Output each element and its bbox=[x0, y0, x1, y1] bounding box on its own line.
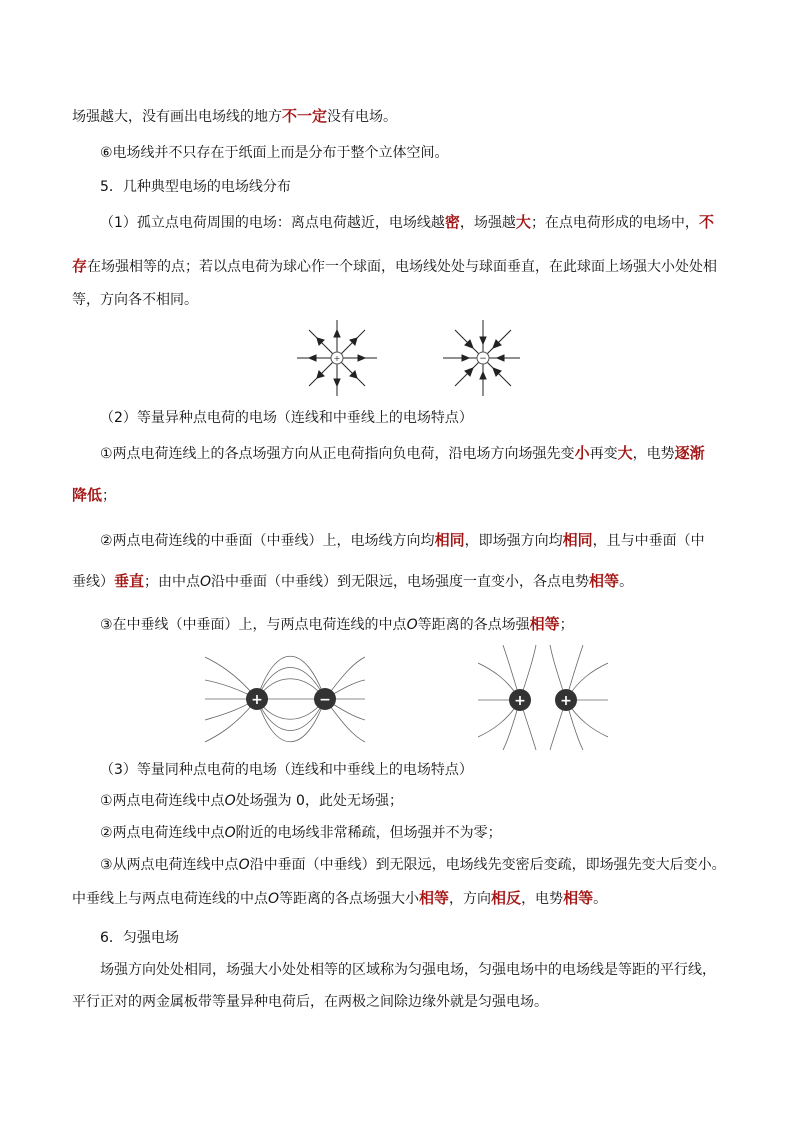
highlight-text: 密 bbox=[444, 213, 460, 231]
like-charges-field-figure bbox=[478, 645, 608, 750]
paragraph-line: 场强方向处处相同，场强大小处处相等的区域称为匀强电场，匀强电场中的电场线是等距的平行线， bbox=[100, 962, 716, 978]
text: ②两点电荷连线的中垂面（中垂线）上，电场线方向均 bbox=[100, 533, 435, 549]
text: 场强越大，没有画出电场线的地方 bbox=[72, 109, 282, 125]
highlight-text: 降低 bbox=[72, 486, 103, 504]
text: ，电势 bbox=[521, 891, 564, 907]
positive-sign: + bbox=[251, 692, 263, 708]
highlight-text: 小 bbox=[574, 444, 590, 462]
text: 在场强相等的点；若以点电荷为球心作一个球面，电场线处处与球面垂直，在此球面上场强大小处处相 bbox=[87, 259, 718, 275]
section-heading: 5．几种典型电场的电场线分布 bbox=[100, 179, 291, 195]
positive-sign: + bbox=[560, 693, 572, 709]
paragraph-line: 平行正对的两金属板带等量异种电荷后，在两极之间除边缘外就是匀强电场。 bbox=[72, 994, 548, 1010]
text: 垂线） bbox=[72, 574, 114, 590]
highlight-text: 相等 bbox=[589, 572, 620, 590]
text: ；由中点 bbox=[144, 574, 201, 590]
text: 处场强为 0，此处无场强； bbox=[235, 793, 403, 809]
highlight-text: 相反 bbox=[491, 889, 522, 907]
negative-sign: − bbox=[319, 692, 331, 708]
point-label: O bbox=[268, 891, 280, 907]
text: 附近的电场线非常稀疏，但场强并不为零； bbox=[235, 825, 502, 841]
positive-sign: + bbox=[333, 354, 341, 363]
paragraph-line bbox=[100, 212, 714, 233]
text: ，方向 bbox=[449, 891, 492, 907]
paragraph-line bbox=[100, 614, 574, 635]
text: ； bbox=[102, 488, 117, 504]
text: ③从两点电荷连线中点 bbox=[100, 857, 239, 873]
text: ，即场强方向均 bbox=[464, 533, 563, 549]
text: ，电势 bbox=[632, 446, 675, 462]
text: 沿中垂面（中垂线）到无限远，电场强度一直变小，各点电势 bbox=[211, 574, 590, 590]
text: 等距离的各点场强 bbox=[417, 617, 530, 633]
section-heading: （2）等量异种点电荷的电场（连线和中垂线上的电场特点） bbox=[100, 410, 473, 426]
text: ①两点电荷连线中点 bbox=[100, 793, 225, 809]
point-label: O bbox=[200, 574, 212, 590]
text: ； bbox=[559, 617, 574, 633]
text: 再变 bbox=[589, 446, 618, 462]
paragraph-line bbox=[100, 791, 403, 811]
paragraph-line bbox=[72, 106, 397, 127]
text: 等距离的各点场强大小 bbox=[279, 891, 420, 907]
highlight-text: 不 bbox=[698, 213, 714, 231]
highlight-text: 垂直 bbox=[114, 572, 145, 590]
section-heading: 6．匀强电场 bbox=[100, 930, 179, 946]
text: 沿中垂面（中垂线）到无限远，电场线先变密后变疏，即场强先变大后变小。 bbox=[249, 857, 726, 873]
highlight-text: 不一定 bbox=[282, 107, 328, 125]
paragraph-line: ⑥电场线并不只存在于纸面上而是分布于整个立体空间。 bbox=[100, 145, 449, 161]
highlight-text: 相同 bbox=[562, 531, 593, 549]
paragraph-line bbox=[72, 485, 116, 506]
text: ，场强越 bbox=[459, 215, 516, 231]
point-label: O bbox=[224, 825, 236, 841]
text: （1）孤立点电荷周围的电场：离点电荷越近，电场线越 bbox=[100, 215, 445, 231]
text: ，且与中垂面（中 bbox=[592, 533, 705, 549]
paragraph-line: 等，方向各不相同。 bbox=[72, 292, 198, 308]
text: ③在中垂线（中垂面）上，与两点电荷连线的中点 bbox=[100, 617, 407, 633]
highlight-text: 大 bbox=[617, 444, 633, 462]
paragraph-line bbox=[100, 823, 502, 843]
paragraph-line bbox=[100, 443, 705, 464]
highlight-text: 存 bbox=[72, 257, 88, 275]
text: ；在点电荷形成的电场中， bbox=[530, 215, 699, 231]
text: 。 bbox=[593, 891, 608, 907]
text: 中垂线上与两点电荷连线的中点 bbox=[72, 891, 268, 907]
highlight-text: 相等 bbox=[529, 615, 560, 633]
highlight-text: 相等 bbox=[419, 889, 450, 907]
negative-sign: − bbox=[479, 354, 487, 364]
point-label: O bbox=[238, 857, 250, 873]
text: ②两点电荷连线中点 bbox=[100, 825, 225, 841]
point-label: O bbox=[406, 617, 418, 633]
highlight-text: 大 bbox=[515, 213, 531, 231]
point-charge-figure bbox=[290, 318, 520, 398]
paragraph-line bbox=[100, 855, 726, 875]
section-heading: （3）等量同种点电荷的电场（连线和中垂线上的电场特点） bbox=[100, 762, 473, 778]
highlight-text: 逐渐 bbox=[674, 444, 705, 462]
highlight-text: 相等 bbox=[563, 889, 594, 907]
point-label: O bbox=[224, 793, 236, 809]
highlight-text: 相同 bbox=[434, 531, 465, 549]
paragraph-line bbox=[100, 530, 705, 551]
text: 没有电场。 bbox=[327, 109, 398, 125]
paragraph-line bbox=[72, 256, 717, 277]
positive-sign: + bbox=[514, 693, 526, 709]
text: ①两点电荷连线上的各点场强方向从正电荷指向负电荷，沿电场方向场强先变 bbox=[100, 446, 575, 462]
text: 。 bbox=[619, 574, 634, 590]
paragraph-line bbox=[72, 571, 633, 592]
paragraph-line bbox=[72, 888, 607, 909]
dipole-field-figure bbox=[205, 642, 365, 752]
